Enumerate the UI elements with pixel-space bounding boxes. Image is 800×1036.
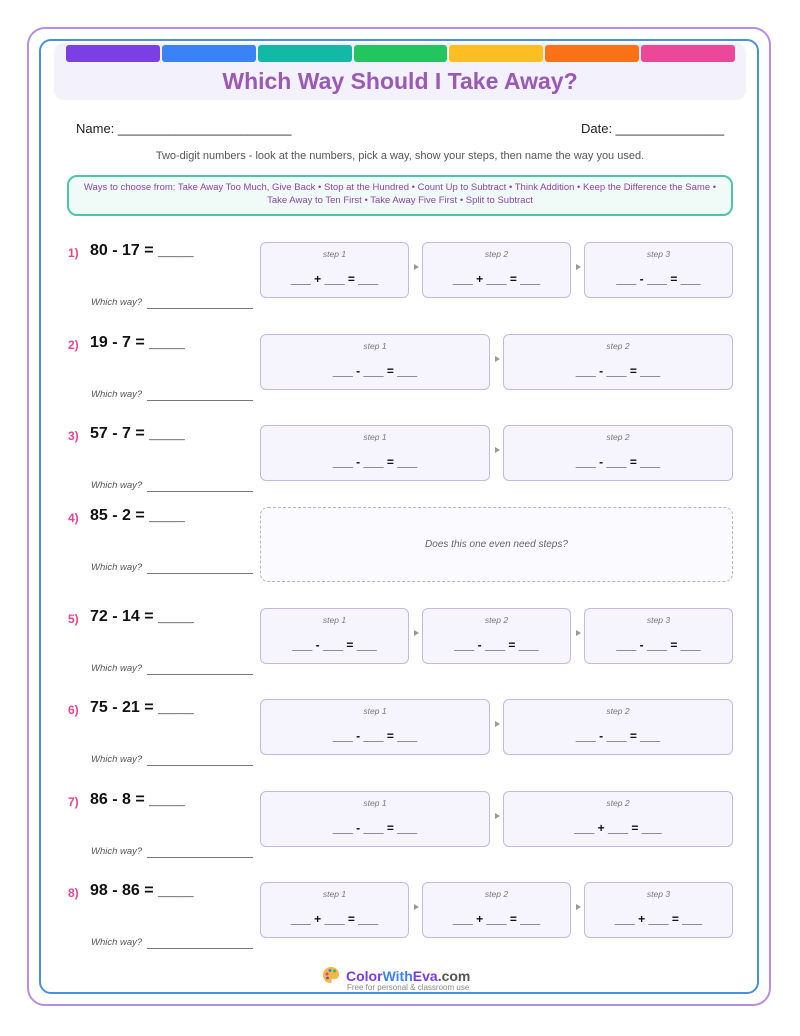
brand-logo-text	[346, 968, 470, 984]
which-way-answer-line[interactable]	[147, 400, 253, 401]
step-equation: ___ - ___ = ___	[292, 638, 377, 652]
color-stripe	[258, 45, 352, 62]
problem-row	[0, 882, 800, 972]
which-way-answer-line[interactable]	[147, 765, 253, 766]
problem-number: 4)	[68, 511, 79, 525]
palette-icon	[322, 966, 340, 984]
step-label: step 3	[646, 615, 671, 625]
step-equation: ___ - ___ = ___	[332, 729, 418, 743]
color-stripes	[66, 45, 735, 62]
step-arrow-icon	[576, 630, 581, 636]
step-box[interactable]	[260, 242, 409, 298]
problem-row	[0, 699, 800, 789]
step-arrow-icon	[414, 264, 419, 270]
problem-expression: 80 - 17 = ____	[90, 242, 194, 259]
step-box[interactable]	[422, 882, 571, 938]
step-arrow-icon	[495, 721, 500, 727]
problem-number: 3)	[68, 429, 79, 443]
step-box[interactable]	[260, 699, 490, 755]
problem-number: 1)	[68, 246, 79, 260]
step-arrow-icon	[495, 447, 500, 453]
step-label: step 1	[363, 798, 387, 808]
step-label: step 2	[606, 341, 630, 351]
which-way-answer-line[interactable]	[147, 857, 253, 858]
step-equation: ___ - ___ = ___	[575, 729, 661, 743]
step-arrow-icon	[495, 356, 500, 362]
color-stripe	[354, 45, 448, 62]
problem-number: 7)	[68, 795, 79, 809]
color-stripe	[449, 45, 543, 62]
step-label: step 1	[322, 615, 347, 625]
which-way-answer-line[interactable]	[147, 308, 253, 309]
step-equation: ___ - ___ = ___	[616, 272, 701, 286]
which-way-label: Which way?	[91, 480, 143, 491]
which-way-label: Which way?	[91, 389, 143, 400]
instructions-text: Two-digit numbers - look at the numbers, pick a way, show your steps, then name the way you used.	[155, 150, 645, 162]
step-equation: ___ + ___ = ___	[290, 912, 379, 926]
problem-row	[0, 334, 800, 424]
no-steps-box	[260, 507, 733, 582]
problem-number: 6)	[68, 703, 79, 717]
step-box[interactable]	[503, 699, 733, 755]
problem-expression: 86 - 8 = ____	[90, 791, 185, 808]
step-box[interactable]	[260, 791, 490, 847]
problem-expression: 57 - 7 = ____	[90, 425, 185, 442]
problem-row	[0, 791, 800, 881]
step-box[interactable]	[260, 882, 409, 938]
problem-number: 2)	[68, 338, 79, 352]
step-label: step 2	[484, 889, 509, 899]
color-stripe	[641, 45, 735, 62]
which-way-answer-line[interactable]	[147, 674, 253, 675]
step-equation: ___ - ___ = ___	[332, 821, 418, 835]
step-label: step 1	[363, 341, 387, 351]
step-label: step 2	[606, 706, 630, 716]
step-equation: ___ + ___ = ___	[452, 912, 541, 926]
step-label: step 2	[484, 249, 509, 259]
step-label: step 3	[646, 249, 671, 259]
step-box[interactable]	[422, 608, 571, 664]
step-equation: ___ + ___ = ___	[614, 912, 703, 926]
step-label: step 1	[363, 432, 387, 442]
which-way-label: Which way?	[91, 846, 143, 857]
step-equation: ___ - ___ = ___	[332, 364, 418, 378]
problem-expression: 72 - 14 = ____	[90, 608, 194, 625]
step-equation: ___ - ___ = ___	[332, 455, 418, 469]
problem-row	[0, 608, 800, 698]
step-label: step 3	[646, 889, 671, 899]
which-way-label: Which way?	[91, 297, 143, 308]
problem-expression: 19 - 7 = ____	[90, 334, 185, 351]
step-arrow-icon	[414, 904, 419, 910]
step-box[interactable]	[584, 608, 733, 664]
step-box[interactable]	[503, 334, 733, 390]
problem-expression: 85 - 2 = ____	[90, 507, 185, 524]
no-steps-note: Does this one even need steps?	[425, 539, 568, 550]
step-arrow-icon	[495, 813, 500, 819]
step-label: step 1	[322, 249, 347, 259]
step-box[interactable]	[260, 608, 409, 664]
step-label: step 1	[322, 889, 347, 899]
brand-tagline: Free for personal & classroom use	[347, 983, 470, 992]
problem-expression: 75 - 21 = ____	[90, 699, 194, 716]
step-equation: ___ - ___ = ___	[575, 364, 661, 378]
problem-number: 8)	[68, 886, 79, 900]
brand-part-color: Color	[346, 968, 383, 984]
step-label: step 2	[484, 615, 509, 625]
problem-row	[0, 242, 800, 332]
step-arrow-icon	[576, 264, 581, 270]
step-arrow-icon	[576, 904, 581, 910]
name-field[interactable]: Name: ________________________	[76, 121, 292, 136]
step-arrow-icon	[414, 630, 419, 636]
step-box[interactable]	[260, 425, 490, 481]
page-title: Which Way Should I Take Away?	[222, 68, 578, 94]
step-equation: ___ - ___ = ___	[454, 638, 539, 652]
brand-part-com: .com	[437, 968, 471, 984]
which-way-answer-line[interactable]	[147, 948, 253, 949]
step-equation: ___ + ___ = ___	[452, 272, 541, 286]
color-stripe	[162, 45, 256, 62]
step-equation: ___ - ___ = ___	[616, 638, 701, 652]
which-way-label: Which way?	[91, 754, 143, 765]
problem-expression: 98 - 86 = ____	[90, 882, 194, 899]
brand-part-eva: Eva	[412, 968, 438, 984]
color-stripe	[545, 45, 639, 62]
step-equation: ___ + ___ = ___	[574, 821, 662, 835]
problem-row	[0, 425, 800, 515]
which-way-label: Which way?	[91, 562, 143, 573]
step-box[interactable]	[422, 242, 571, 298]
step-equation: ___ + ___ = ___	[290, 272, 379, 286]
step-box[interactable]	[503, 791, 733, 847]
step-box[interactable]	[584, 242, 733, 298]
problem-number: 5)	[68, 612, 79, 626]
date-field[interactable]: Date: _______________	[581, 121, 725, 136]
step-box[interactable]	[260, 334, 490, 390]
step-label: step 2	[606, 798, 630, 808]
step-equation: ___ - ___ = ___	[575, 455, 661, 469]
which-way-answer-line[interactable]	[147, 573, 253, 574]
ways-box: Ways to choose from: Take Away Too Much, Give Back • Stop at the Hundred • Count Up to Subtract • Think Addition • Keep the Difference the Same • Take Away to Ten First • Take Away Five First • Split to Subtract	[67, 175, 733, 216]
brand-part-with: With	[382, 968, 413, 984]
problem-row	[0, 507, 800, 597]
step-label: step 2	[606, 432, 630, 442]
which-way-label: Which way?	[91, 937, 143, 948]
step-box[interactable]	[503, 425, 733, 481]
step-box[interactable]	[584, 882, 733, 938]
color-stripe	[66, 45, 160, 62]
which-way-label: Which way?	[91, 663, 143, 674]
step-label: step 1	[363, 706, 387, 716]
which-way-answer-line[interactable]	[147, 491, 253, 492]
